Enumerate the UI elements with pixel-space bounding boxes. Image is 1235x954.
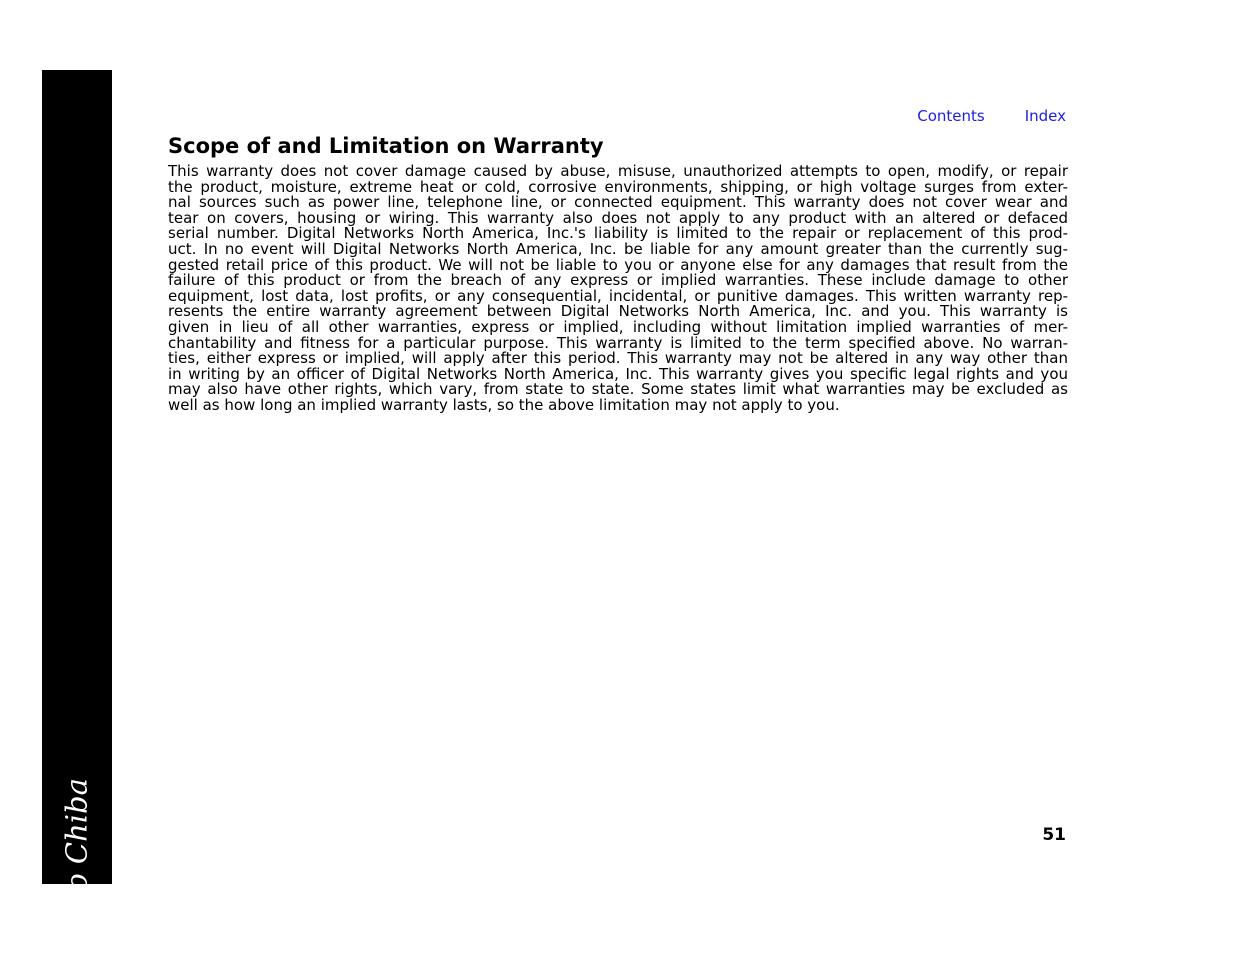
paragraph-line: nal sources such as power line, telephone line, or connected equipment. This warranty does not cover wear and	[168, 193, 1068, 212]
warranty-paragraph	[168, 164, 1068, 414]
contents-link[interactable]: Contents	[917, 107, 985, 125]
paragraph-line: the product, moisture, extreme heat or cold, corrosive environments, shipping, or high voltage surges from exter-	[168, 177, 1068, 196]
paragraph-line: tear on covers, housing or wiring. This warranty also does not apply to any product with an altered or defaced	[168, 208, 1068, 227]
paragraph-line: gested retail price of this product. We will not be liable to you or anyone else for any damages that result from the	[168, 255, 1068, 274]
sidebar-band	[42, 70, 112, 922]
index-link[interactable]: Index	[1024, 107, 1066, 125]
paragraph-line: given in lieu of all other warranties, express or implied, including without limitation implied warranties of mer-	[168, 317, 1068, 336]
paragraph-line: This warranty does not cover damage caused by abuse, misuse, unauthorized attempts to open, modify, or repair	[168, 162, 1068, 180]
paragraph-line: serial number. Digital Networks North America, Inc.'s liability is limited to the repair or replacement of this prod-	[168, 224, 1068, 243]
paragraph-line: uct. In no event will Digital Networks North America, Inc. be liable for any amount greater than the currently sug-	[168, 239, 1068, 258]
paragraph-line: may also have other rights, which vary, from state to state. Some states limit what warranties may be excluded as	[168, 380, 1068, 399]
paragraph-line: in writing by an officer of Digital Networks North America, Inc. This warranty gives you specific legal rights and you	[168, 364, 1068, 383]
sidebar-product-title: Rio Chiba	[59, 778, 94, 922]
paragraph-line: chantability and fitness for a particular purpose. This warranty is limited to the term specified above. No warran-	[168, 333, 1068, 352]
top-navigation	[877, 107, 1066, 125]
paragraph-line: equipment, lost data, lost profits, or any consequential, incidental, or punitive damages. This written warranty rep-	[168, 286, 1068, 305]
page-title: Scope of and Limitation on Warranty	[168, 134, 604, 158]
paragraph-line: resents the entire warranty agreement between Digital Networks North America, Inc. and you. This warranty is	[168, 302, 1068, 321]
paragraph-line: failure of this product or from the breach of any express or implied warranties. These include damage to other	[168, 271, 1068, 290]
paragraph-line: ties, either express or implied, will apply after this period. This warranty may not be altered in any way other than	[168, 349, 1068, 368]
paragraph-line: well as how long an implied warranty lasts, so the above limitation may not apply to you.	[168, 395, 840, 414]
page-number: 51	[1042, 825, 1066, 845]
